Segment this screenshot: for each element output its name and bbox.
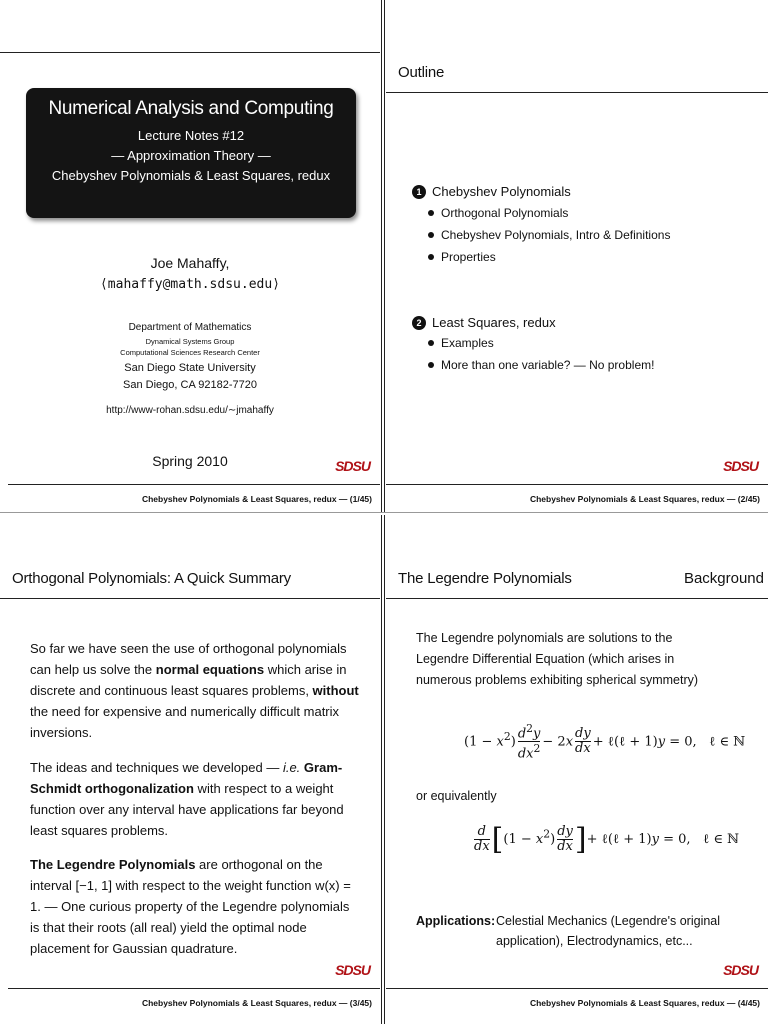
presentation-title: Numerical Analysis and Computing bbox=[48, 98, 334, 119]
bullet-icon bbox=[428, 340, 434, 346]
bullet-icon bbox=[428, 362, 434, 368]
lecture-subtitle: Chebyshev Polynomials & Least Squares, redux bbox=[51, 168, 331, 183]
affiliation-group: Dynamical Systems Group bbox=[145, 337, 235, 346]
footer-text: Chebyshev Polynomials & Least Squares, redux — (4/45) bbox=[529, 998, 760, 1008]
footer-text: Chebyshev Polynomials & Least Squares, redux — (2/45) bbox=[529, 494, 760, 504]
section-label: Chebyshev Polynomials bbox=[432, 184, 571, 199]
outline-item[interactable] bbox=[428, 250, 496, 264]
lecture-topic: — Approximation Theory — bbox=[111, 148, 271, 163]
applications-block bbox=[416, 911, 756, 951]
affiliation-center: Computational Sciences Research Center bbox=[120, 348, 260, 357]
outline-item[interactable] bbox=[428, 228, 670, 242]
author-name: Joe Mahaffy, bbox=[150, 255, 230, 271]
section-label: Least Squares, redux bbox=[432, 315, 556, 330]
slide-section-label: Background bbox=[683, 570, 764, 587]
slide-4 bbox=[386, 514, 768, 1024]
intro-paragraph: The Legendre polynomials are solutions to the Legendre Differential Equation (which arises in numerous problems exhibiting spherical symmetry) bbox=[416, 631, 699, 687]
title-box bbox=[26, 88, 356, 218]
summary-paragraph-3: The Legendre Polynomials are orthogonal on the interval [−1, 1] with respect to the weight function w(x) = 1. — One curious property of the Legendre polynomials is that their roots (all real) yield the optimal node placement for Gaussian quadrature. bbox=[30, 857, 351, 956]
sdsu-logo: SDSU bbox=[723, 458, 758, 474]
sdsu-logo: SDSU bbox=[335, 458, 370, 474]
slide-2 bbox=[386, 0, 768, 512]
outline-item[interactable] bbox=[428, 336, 494, 350]
bullet-icon bbox=[428, 254, 434, 260]
slide-title: The Legendre Polynomials bbox=[398, 570, 572, 587]
slide-3 bbox=[0, 514, 380, 1024]
item-label: Orthogonal Polynomials bbox=[441, 206, 569, 220]
section-number-badge: 1 bbox=[412, 185, 426, 199]
affiliation-address: San Diego, CA 92182-7720 bbox=[123, 379, 257, 391]
outline-item[interactable] bbox=[428, 206, 568, 220]
summary-paragraph-1: So far we have seen the use of orthogonal polynomials can help us solve the normal equations which arise in discrete and continuous least squares problems, without the need for expensive and numerically difficult matrix inversions. bbox=[30, 641, 359, 740]
outline-item[interactable] bbox=[428, 358, 654, 372]
footer-rule bbox=[8, 484, 380, 485]
title-rule bbox=[386, 598, 768, 599]
affiliation-dept: Department of Mathematics bbox=[128, 322, 252, 333]
legendre-equation-2: $\frac{d}{dx}$ [$(1 - x^2)$ $\frac{dy}{dx}$ ]+ ℓ(ℓ + 1)y = 0, ℓ ∈ ℕ bbox=[474, 822, 739, 857]
or-equivalently: or equivalently bbox=[416, 789, 497, 803]
title-rule bbox=[386, 92, 768, 93]
sdsu-logo: SDSU bbox=[723, 962, 758, 978]
footer-rule bbox=[8, 988, 380, 989]
slide-title: Orthogonal Polynomials: A Quick Summary bbox=[12, 570, 291, 587]
title-rule bbox=[0, 52, 380, 53]
item-label: Properties bbox=[441, 250, 496, 264]
lecture-number: Lecture Notes #12 bbox=[137, 128, 245, 143]
applications-label: Applications: bbox=[416, 914, 496, 928]
legendre-equation-1: $(1 - x^2)$ $\frac{d^2y}{dx^2}$ − 2x $\frac{dy}{dx}$ + ℓ(ℓ + 1)y = 0, ℓ ∈ ℕ bbox=[464, 722, 746, 762]
item-label: Examples bbox=[441, 336, 494, 350]
date: Spring 2010 bbox=[152, 453, 228, 469]
affiliation-university: San Diego State University bbox=[124, 362, 256, 374]
applications-text: Celestial Mechanics (Legendre's original application), Electrodynamics, etc... bbox=[496, 914, 721, 948]
footer-text: Chebyshev Polynomials & Least Squares, redux — (1/45) bbox=[141, 494, 372, 504]
footer-text: Chebyshev Polynomials & Least Squares, redux — (3/45) bbox=[141, 998, 372, 1008]
title-rule bbox=[0, 598, 380, 599]
summary-paragraph-2: The ideas and techniques we developed — i.e. Gram-Schmidt orthogonalization with respect to a weight function over any interval have applications far beyond least squares problems. bbox=[30, 760, 344, 838]
item-label: Chebyshev Polynomials, Intro & Definitions bbox=[441, 228, 671, 242]
slide-1 bbox=[0, 0, 380, 512]
footer-rule bbox=[386, 988, 768, 989]
author-email: ⟨mahaffy@math.sdsu.edu⟩ bbox=[99, 277, 280, 292]
footer-rule bbox=[386, 484, 768, 485]
outline-section-1[interactable] bbox=[412, 184, 571, 199]
outline-section-2[interactable] bbox=[412, 315, 556, 330]
bullet-icon bbox=[428, 232, 434, 238]
author-url: http://www-rohan.sdsu.edu/∼jmahaffy bbox=[106, 405, 274, 416]
section-number-badge: 2 bbox=[412, 316, 426, 330]
sdsu-logo: SDSU bbox=[335, 962, 370, 978]
slide-title: Outline bbox=[398, 64, 445, 81]
bullet-icon bbox=[428, 210, 434, 216]
item-label: More than one variable? — No problem! bbox=[441, 358, 655, 372]
